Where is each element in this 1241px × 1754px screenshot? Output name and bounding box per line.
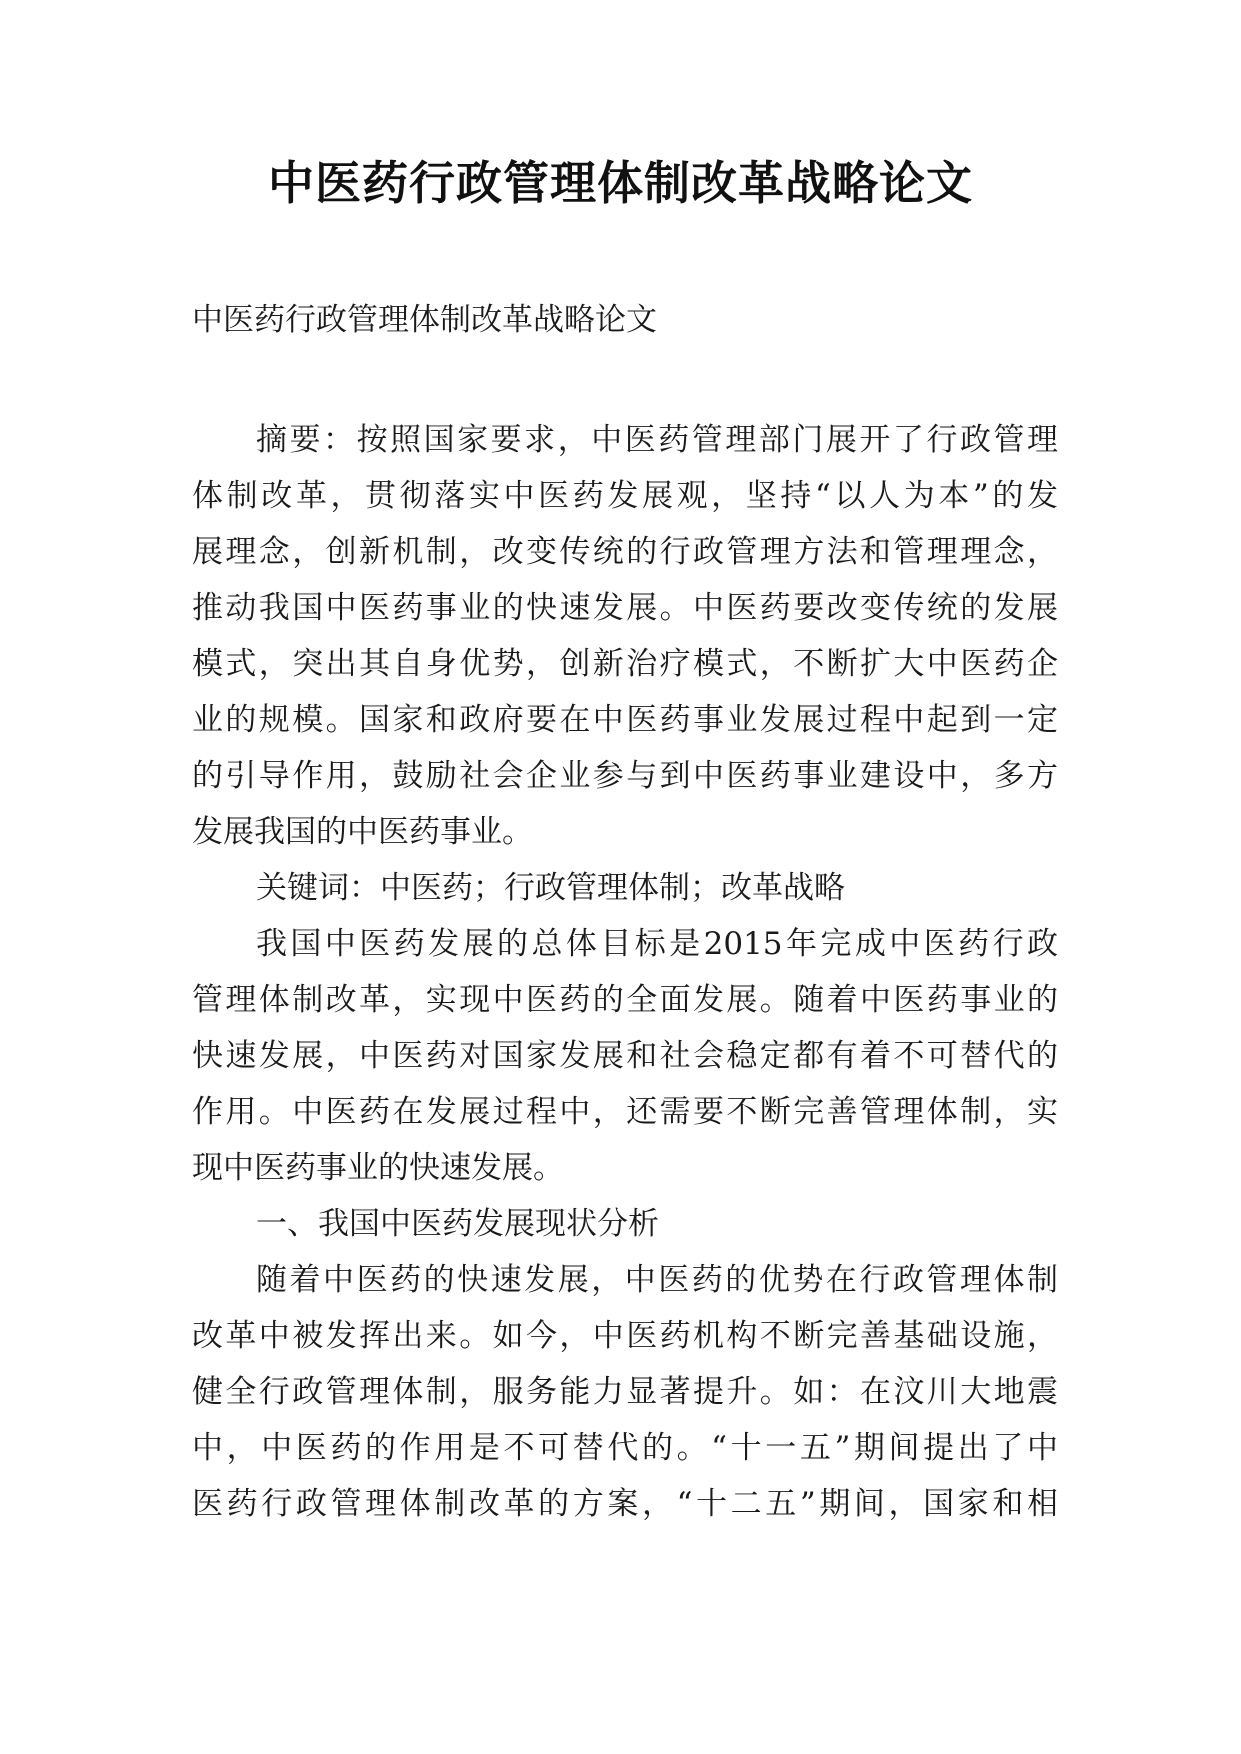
- abstract-line: 发展我国的中医药事业。: [192, 814, 533, 850]
- abstract-line: 体制改革，贯彻落实中医药发展观，坚持“以人为本”的发: [192, 478, 1058, 514]
- intro-line: 现中医药事业的快速发展。: [192, 1150, 564, 1186]
- abstract-line: 摘要：按照国家要求，中医药管理部门展开了行政管理: [256, 422, 1058, 458]
- spacer: [192, 348, 1058, 412]
- section1-line: 随着中医药的快速发展，中医药的优势在行政管理体制: [256, 1262, 1058, 1298]
- abstract-line: 的引导作用，鼓励社会企业参与到中医药事业建设中，多方: [192, 758, 1058, 794]
- section1-line: 医药行政管理体制改革的方案，“十二五”期间，国家和相: [192, 1486, 1058, 1522]
- document-body: [192, 292, 1058, 1532]
- abstract-line: 模式，突出其自身优势，创新治疗模式，不断扩大中医药企: [192, 646, 1058, 682]
- document-title: 中医药行政管理体制改革战略论文: [268, 156, 973, 210]
- section1-line: 健全行政管理体制，服务能力显著提升。如：在汶川大地震: [192, 1374, 1058, 1410]
- intro-line: 我国中医药发展的总体目标是2015年完成中医药行政: [256, 926, 1058, 962]
- document-subtitle: 中医药行政管理体制改革战略论文: [192, 302, 657, 338]
- section1-paragraph: [192, 1252, 1058, 1532]
- intro-paragraph: [192, 916, 1058, 1196]
- intro-line: 作用。中医药在发展过程中，还需要不断完善管理体制，实: [192, 1094, 1058, 1130]
- intro-line: 管理体制改革，实现中医药的全面发展。随着中医药事业的: [192, 982, 1058, 1018]
- section1-line: 中，中医药的作用是不可替代的。“十一五”期间提出了中: [192, 1430, 1058, 1466]
- abstract-paragraph: [192, 412, 1058, 860]
- abstract-line: 业的规模。国家和政府要在中医药事业发展过程中起到一定: [192, 702, 1058, 738]
- intro-line: 快速发展，中医药对国家发展和社会稳定都有着不可替代的: [192, 1038, 1058, 1074]
- abstract-line: 推动我国中医药事业的快速发展。中医药要改变传统的发展: [192, 590, 1058, 626]
- keywords-line: 关键词：中医药；行政管理体制；改革战略: [256, 870, 845, 906]
- abstract-line: 展理念，创新机制，改变传统的行政管理方法和管理理念，: [192, 534, 1058, 570]
- section1-line: 改革中被发挥出来。如今，中医药机构不断完善基础设施，: [192, 1318, 1058, 1354]
- section-heading: 一、我国中医药发展现状分析: [256, 1206, 659, 1242]
